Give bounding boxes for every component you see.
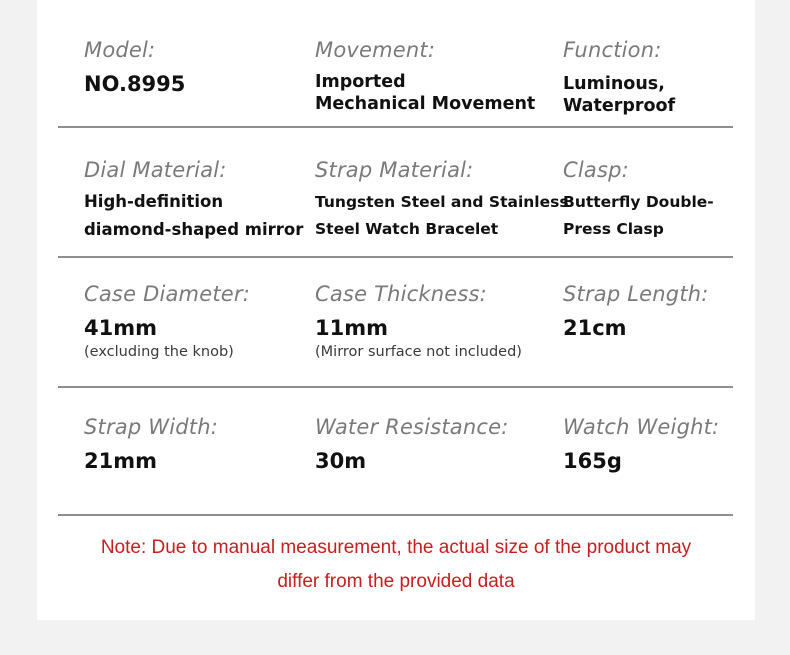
divider — [58, 514, 733, 516]
spec-value-line: Imported — [315, 72, 406, 92]
spec-case-diameter — [84, 282, 250, 361]
spec-value-line: Waterproof — [563, 95, 676, 116]
spec-label: Water Resistance: — [315, 415, 509, 439]
measurement-note-line-2: differ from the provided data — [277, 571, 515, 592]
spec-value-line: High-definition — [84, 192, 224, 211]
spec-strap-width — [84, 415, 218, 473]
spec-value: 41mm — [84, 316, 157, 340]
spec-model — [84, 38, 185, 96]
spec-value: 165g — [563, 449, 622, 473]
spec-value-line: Steel Watch Bracelet — [315, 220, 499, 238]
spec-value-line: diamond-shaped mirror — [84, 220, 304, 239]
spec-value: 21cm — [563, 316, 627, 340]
spec-value-line: Press Clasp — [563, 220, 664, 238]
spec-strap-length — [563, 282, 709, 340]
spec-clasp — [563, 158, 714, 243]
spec-case-thickness — [315, 282, 522, 361]
spec-label: Dial Material: — [84, 158, 227, 182]
spec-value-line: Tungsten Steel and Stainless — [315, 193, 569, 211]
spec-label: Case Thickness: — [315, 282, 487, 306]
spec-note: (excluding the knob) — [84, 344, 234, 360]
spec-label: Clasp: — [563, 158, 629, 182]
spec-value-line: Luminous, — [563, 74, 665, 94]
spec-label: Watch Weight: — [563, 415, 720, 439]
spec-value-line: Mechanical Movement — [315, 93, 536, 114]
spec-value: 21mm — [84, 449, 157, 473]
divider — [58, 256, 733, 258]
spec-value: 11mm — [315, 316, 388, 340]
spec-watch-weight — [563, 415, 719, 473]
measurement-note-line-1: Note: Due to manual measurement, the actual size of the product may — [100, 537, 692, 558]
spec-label: Function: — [563, 38, 662, 62]
spec-note: (Mirror surface not included) — [315, 344, 522, 360]
divider — [58, 386, 733, 388]
spec-label: Model: — [84, 38, 156, 62]
spec-value-line: Butterfly Double- — [563, 193, 714, 211]
divider — [58, 126, 733, 128]
spec-value: NO.8995 — [84, 72, 186, 96]
spec-movement — [315, 38, 535, 115]
spec-label: Strap Length: — [563, 282, 709, 306]
spec-label: Case Diameter: — [84, 282, 250, 306]
spec-label: Strap Material: — [315, 158, 474, 182]
spec-label: Strap Width: — [84, 415, 219, 439]
spec-function — [563, 38, 675, 117]
spec-water-resistance — [315, 415, 509, 473]
spec-label: Movement: — [315, 38, 436, 62]
spec-value: 30m — [315, 449, 367, 473]
spec-strap-material — [315, 158, 569, 243]
spec-dial-material — [84, 158, 303, 244]
